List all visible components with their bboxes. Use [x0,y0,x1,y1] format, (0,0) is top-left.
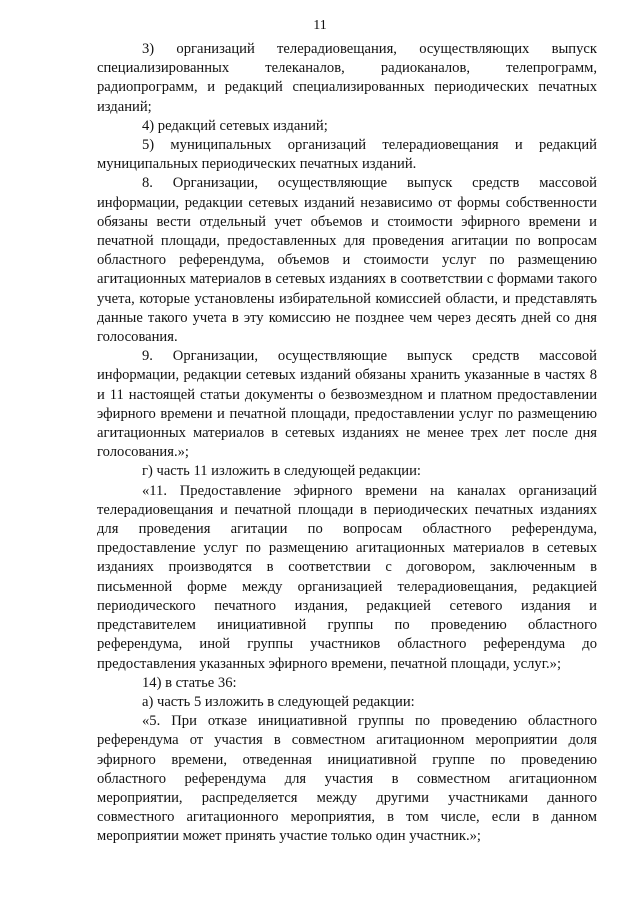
paragraph-subitem-a: а) часть 5 изложить в следующей редакции: [142,693,415,710]
paragraph-part-8: 8. Организации, осуществляющие выпуск средств массовой информации, редакции сетевых изданий независимо от формы собственности обязаны вести отдельный учет объемов и стоимости эфирного времени и печатной площади, предоставленных для проведения агитации по вопросам областного референдума, объемов и стоимости услуг по размещению агитационных материалов в сетевых изданиях в соответствии с формами такого учета, которые установлены избирательной комиссией области, и представлять данные такого учета в эту комиссию не позднее чем через десять дней со дня голосования. [97,175,597,346]
paragraph-part-9: 9. Организации, осуществляющие выпуск средств массовой информации, редакции сетевых изданий обязаны хранить указанные в частях 8 и 11 настоящей статьи документы о безвозмездном и платном предоставлении эфирного времени и печатной площади, предоставлении услуг по размещению агитационных материалов в сетевых изданиях не менее трех лет после дня голосования.»; [97,348,597,461]
paragraph-item-5: 5) муниципальных организаций телерадиовещания и редакций муниципальных периодических печатных изданий. [97,137,597,173]
page-number: 11 [313,18,327,33]
paragraph-item-3: 3) организаций телерадиовещания, осуществляющих выпуск специализированных телеканалов, радиоканалов, телепрограмм, радиопрограмм, и редакций специализированных периодических печатных изданий; [97,41,597,115]
paragraph-item-4: 4) редакций сетевых изданий; [142,117,328,134]
paragraph-part-11-quote: «11. Предоставление эфирного времени на каналах организаций телерадиовещания и печатной площади в периодических печатных изданиях для проведения агитации по вопросам областного референдума, предоставление услуг по размещению агитационных материалов в сетевых изданиях производятся в соответствии с договором, заключенным в письменной форме между организацией телерадиовещания, редакцией периодического печатного издания, редакцией сетевого издания и представителем инициативной группы по проведению областного референдума, иной группы участников областного референдума до предоставления указанных эфирного времени, печатной площади, услуг.»; [97,482,597,672]
paragraph-item-14: 14) в статье 36: [142,674,237,691]
paragraph-subitem-g: г) часть 11 изложить в следующей редакции: [142,463,421,480]
document-body [97,40,597,847]
paragraph-part-5-quote: «5. При отказе инициативной группы по проведению областного референдума от участия в совместном агитационном мероприятии доля эфирного времени, отведенная инициативной группе по проведению областного референдума для участия в совместном агитационном мероприятии, распределяется между другими участниками данного совместного агитационного мероприятия, в том числе, если в данном мероприятии может принять участие только один участник.»; [97,713,597,845]
